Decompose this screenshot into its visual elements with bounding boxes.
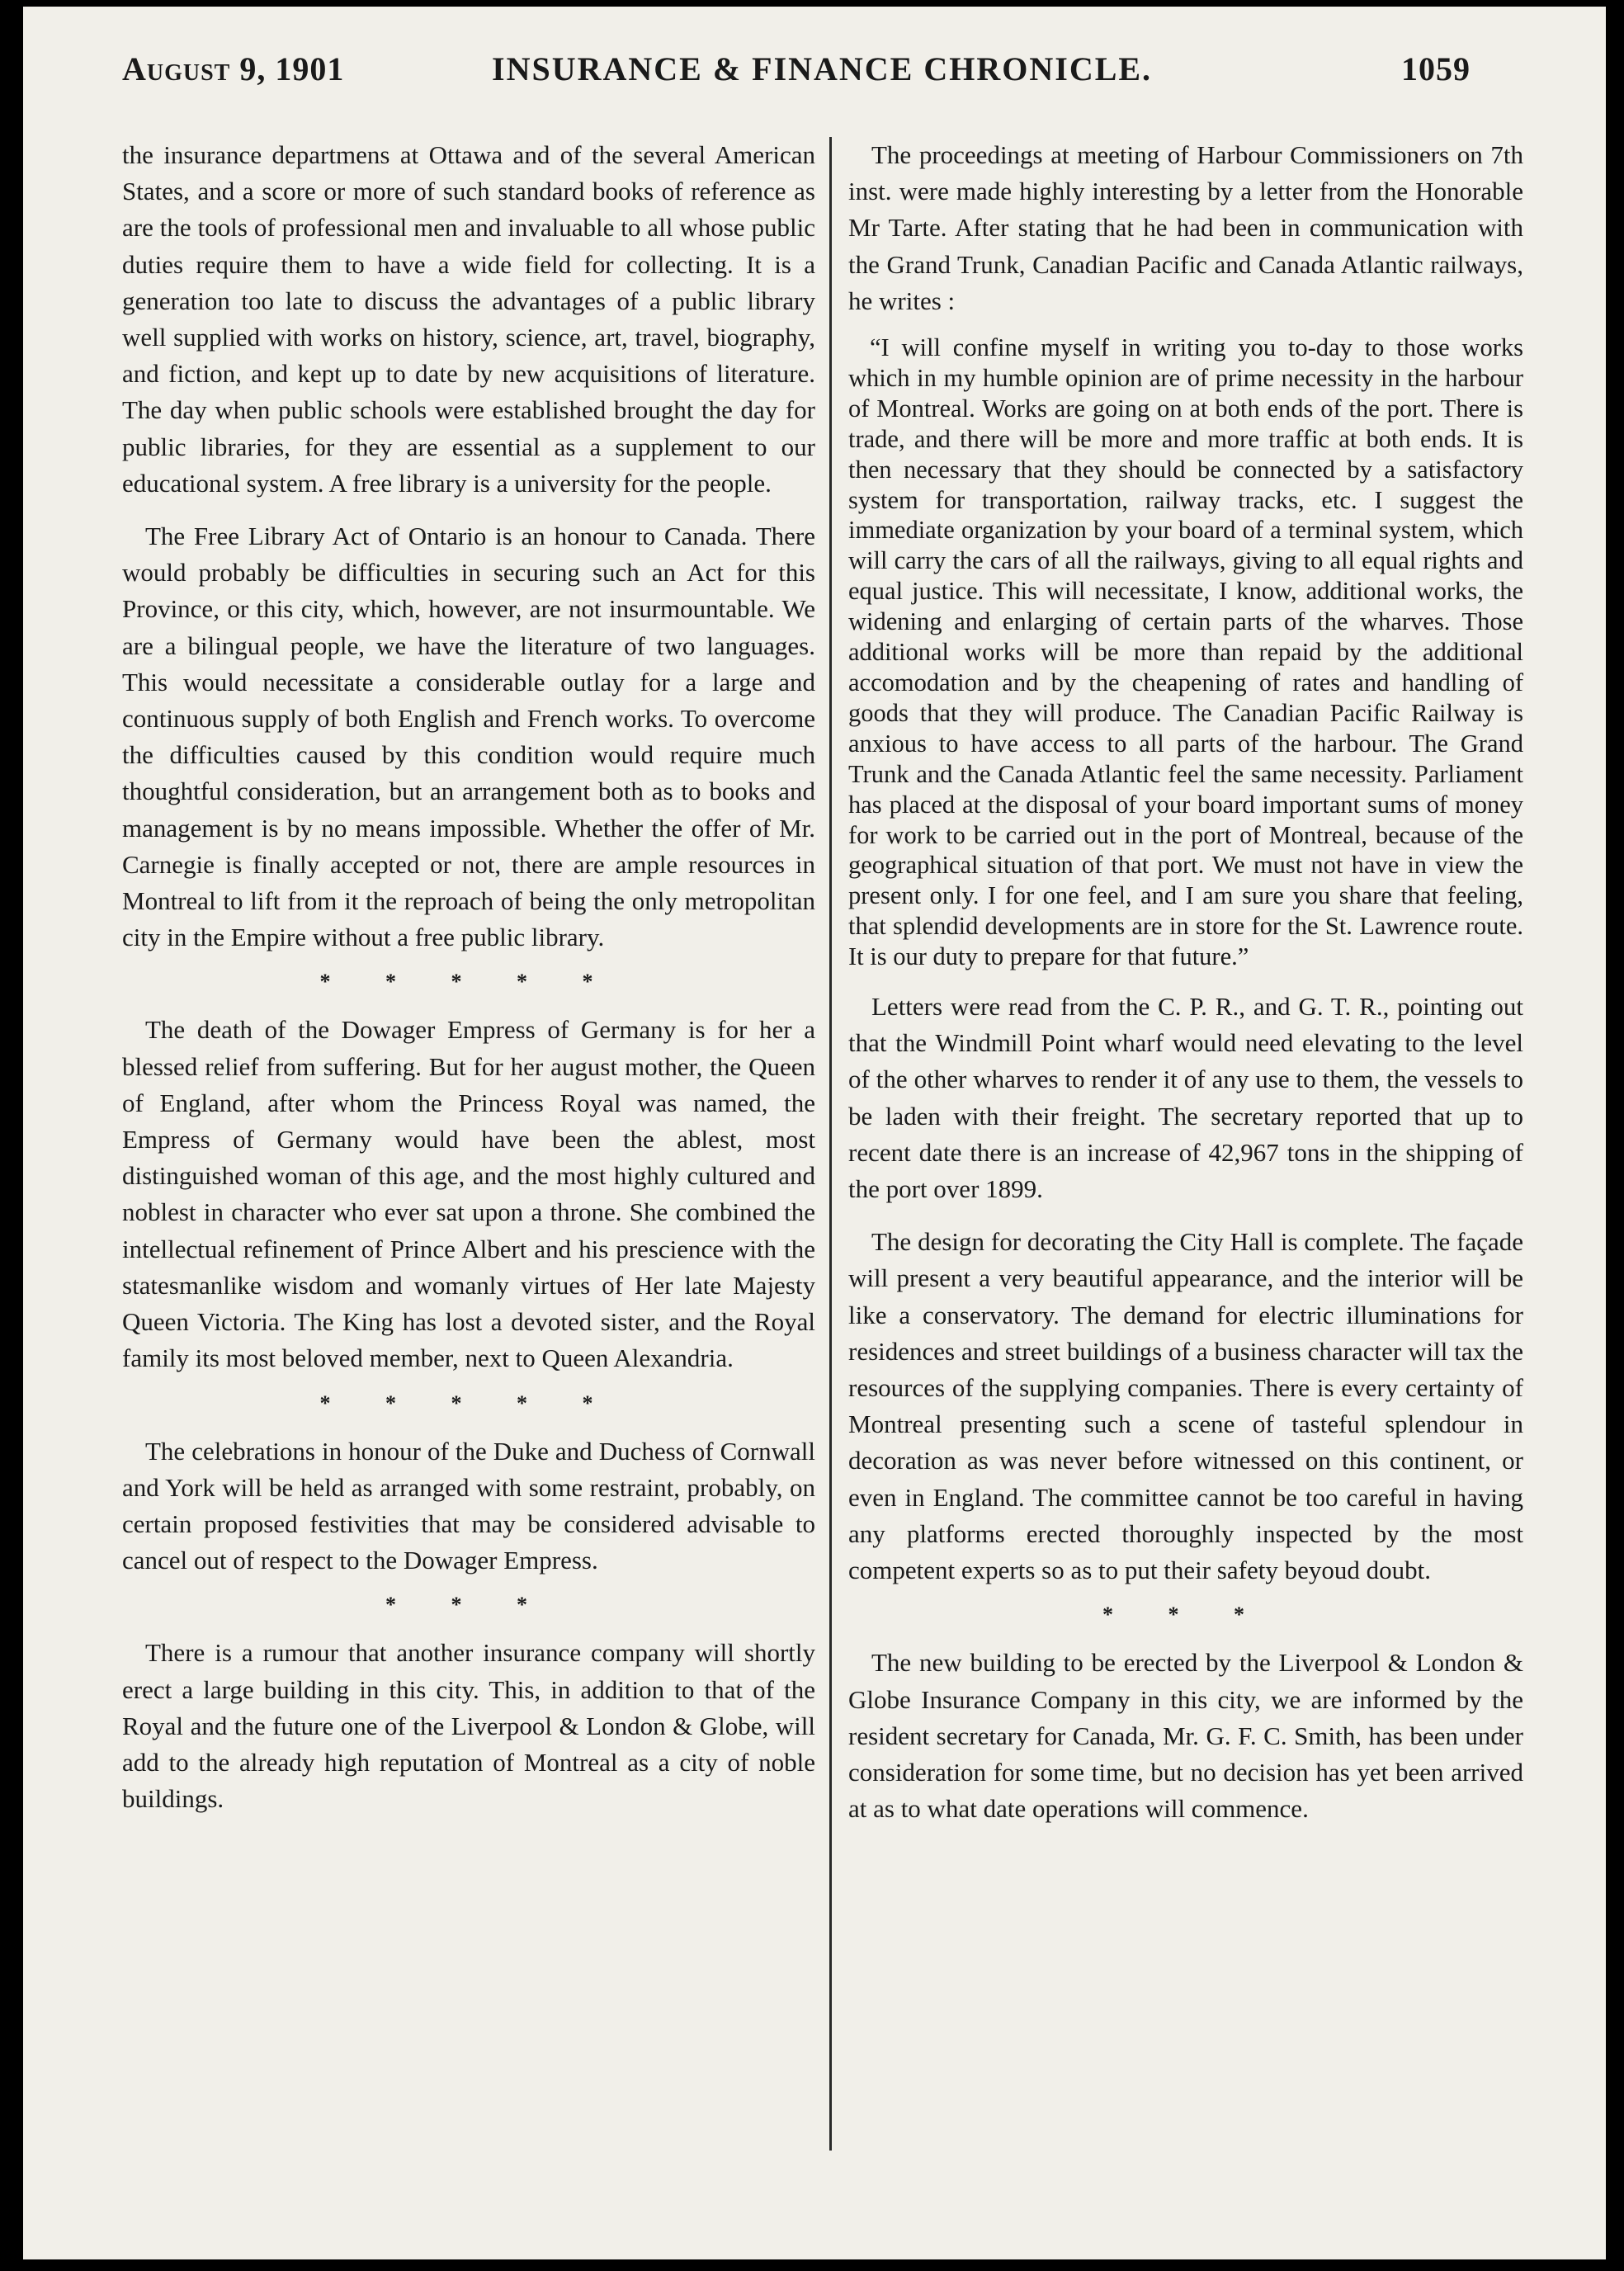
city-hall-decoration-paragraph: The design for decorating the City Hall is complete. The façade will present a very beautiful appearance, and the interior will be like a conservatory. The demand for electric illuminations for residences and street buildings of a business character will tax the resources of the supplying companies. There is every certainty of Montreal presenting such a scene of tasteful splendour in decoration as was never before witnessed on this continent, or even in England. The committee cannot be too careful in having any platforms erected thoroughly inspected by the most competent experts so as to put their safety beyoud doubt. [848,1227,1523,1585]
publication-title: INSURANCE & FINANCE CHRONICLE. [492,50,1153,87]
railway-letters-paragraph: Letters were read from the C. P. R., and G. T. R., pointing out that the Windmill Point wharf would need elevating to the level of the other wharves to render it of any use to them, the vessels to be laden with their freight. The secretary reported that up to recent date there is an increase of 42,967 tons in the shipping of the port over 1899. [848,992,1523,1204]
section-separator: * * * [1102,1603,1269,1627]
tarte-letter-quote: “I will confine myself in writing you to-day to those works which in my humble opinion are of prime necessity in the harbour of Montreal. Works are going on at both ends of the port. There is trade, and there will be more and more traffic at both ends. It is then necessary that they should be connected by a satisfactory system for transportation, railway tracks, etc. I suggest the immediate organization by your board of a terminal system, which will carry the cars of all the railways, giving to all equal rights and equal justice. This will necessitate, I know, additional works, the widening and enlarging of certain parts of the wharves. Those additional works will be more than repaid by the additional accomodation and by the cheapening of rates and handling of goods that they will produce. The Canadian Pacific Railway is anxious to have access to all parts of the harbour. The Grand Trunk and the Canada Atlantic feel the same necessity. Parliament has placed at the disposal of your board important sums of money for work to be carried out in the port of Montreal, because of the geographical situation of that port. We must not have in view the present only. I for one feel, and I am sure you share that feeling, that splendid developments are in store for the St. Lawrence route. It is our duty to prepare for that future.” [848,333,1523,971]
left-column [122,137,815,1817]
page-number: 1059 [1401,50,1471,87]
dowager-empress-paragraph: The death of the Dowager Empress of Germany is for her a blessed relief from suffering. But for her august mother, the Queen of England, after whom the Princess Royal was named, the Empress of Germany would have been the ablest, most distinguished woman of this age, and the most highly cultured and noblest in character who ever sat upon a throne. She combined the intellectual refinement of Prince Albert and his prescience with the statesmanlike wisdom and womanly virtues of Her late Majesty Queen Victoria. The King has lost a devoted sister, and the Royal family its most beloved member, next to Queen Alexandria. [122,1015,815,1373]
harbour-commissioners-paragraph: The proceedings at meeting of Harbour Commissioners on 7th inst. were made highly interesting by a letter from the Honorable Mr Tarte. After stating that he had been in communication with the Grand Trunk, Canadian Pacific and Canada Atlantic railways, he writes : [848,140,1523,315]
right-column [848,137,1523,1827]
section-separator: * * * * * [319,970,618,994]
insurance-building-rumour-paragraph: There is a rumour that another insurance company will shortly erect a large building in this city. This, in addition to that of the Royal and the future one of the Liverpool & London & Globe, will add to the already high reputation of Montreal as a city of noble buildings. [122,1638,815,1814]
liverpool-building-paragraph: The new building to be erected by the Liverpool & London & Globe Insurance Company in this city, we are informed by the resident secretary for Canada, Mr. G. F. C. Smith, has been under consideration for some time, but no decision has yet been arrived at as to what date operations will commence. [848,1648,1523,1824]
free-library-act-paragraph: The Free Library Act of Ontario is an honour to Canada. There would probably be difficulties in securing such an Act for this Province, or this city, which, however, are not insurmountable. We are a bilingual people, we have the literature of two languages. This would necessitate a considerable outlay for a large and continuous supply of both English and French works. To overcome the difficulties caused by this condition would require much thoughtful consideration, but an arrangement both as to books and management is by no means impossible. Whether the offer of Mr. Carnegie is finally accepted or not, there are ample resources in Montreal to lift from it the reproach of being the only metropolitan city in the Empire without a free public library. [122,522,815,952]
royal-celebrations-paragraph: The celebrations in honour of the Duke and Duchess of Cornwall and York will be held as arranged with some restraint, probably, on certain proposed festivities that may be considered advisable to cancel out of respect to the Dowager Empress. [122,1436,815,1575]
page-header [23,50,1606,99]
newspaper-page [23,7,1606,2259]
column-divider [829,137,832,2151]
section-separator: * * * * * [319,1390,618,1415]
issue-date: August 9, 1901 [122,50,345,87]
section-separator: * * * [385,1593,552,1617]
library-paragraph-continued: the insurance departmens at Ottawa and of the several American States, and a score or more of such standard books of reference as are the tools of professional men and invaluable to all whose public duties require them to have a wide field for collecting. It is a generation too late to discuss the advantages of a public library well supplied with works on history, science, art, travel, biography, and fiction, and kept up to date by new acquisitions of literature. The day when public schools were established brought the day for public libraries, for they are essential as a supplement to our educational system. A free library is a university for the people. [122,140,815,498]
